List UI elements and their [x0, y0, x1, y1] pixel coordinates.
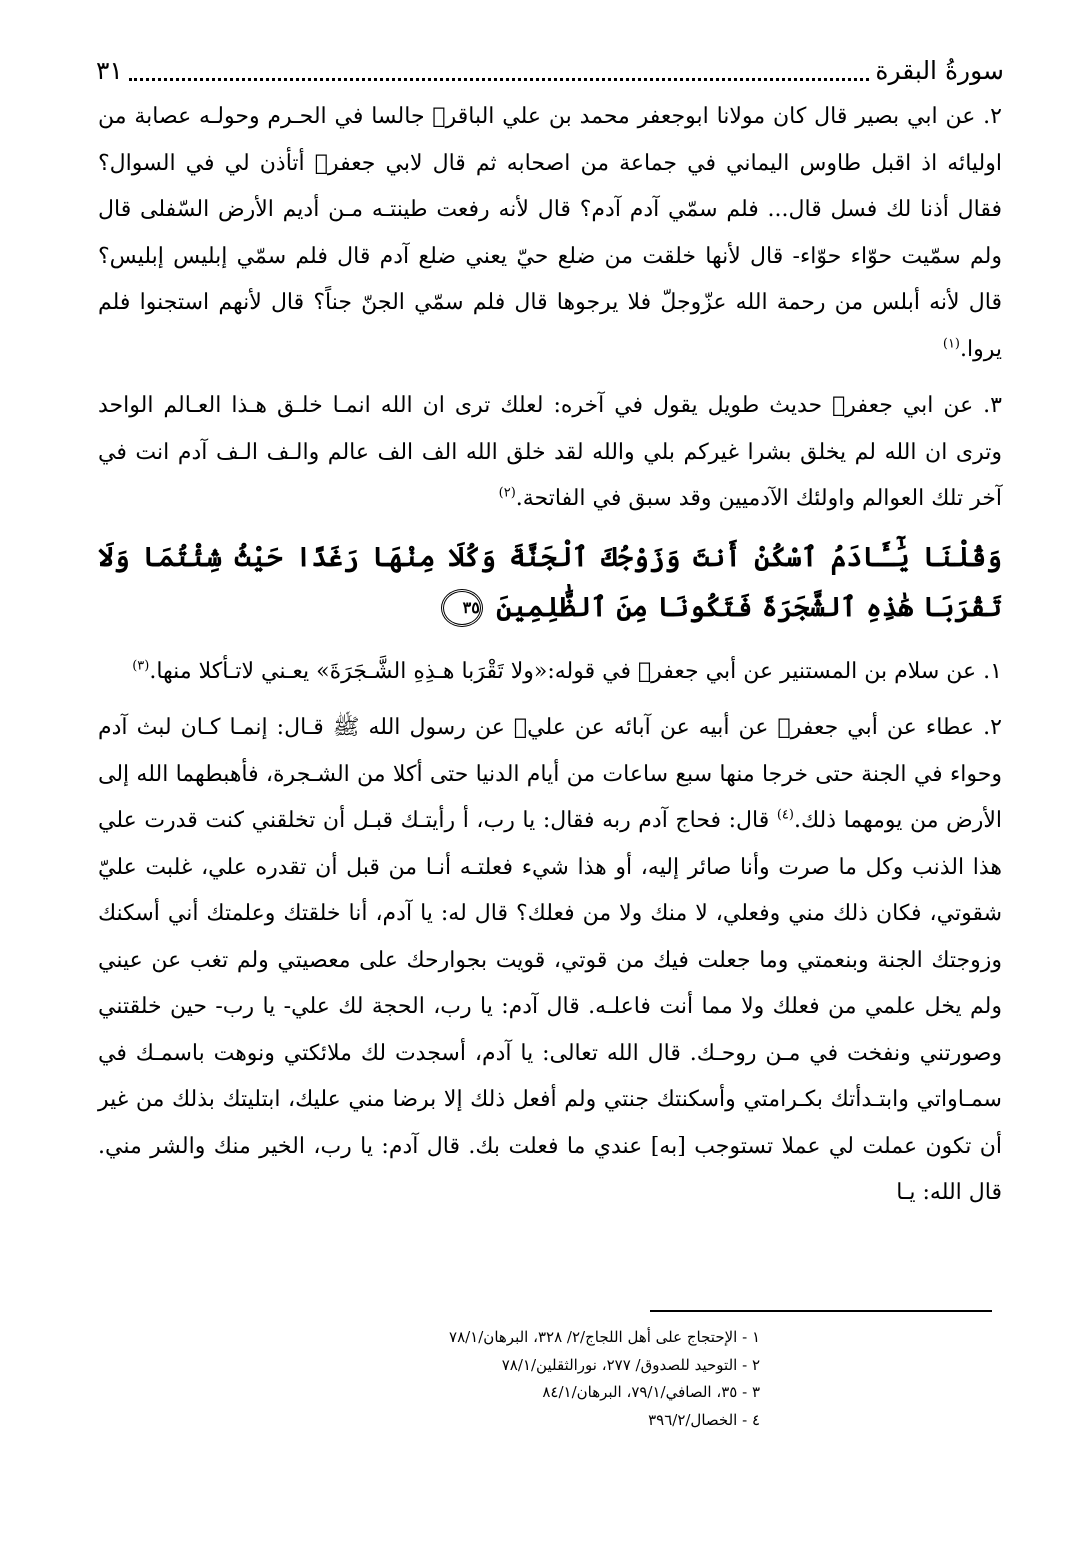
footnote-ref: (٣)	[132, 658, 150, 674]
footnote-ref: (٢)	[498, 485, 516, 501]
footnote-item: ٢ - التوحيد للصدوق/ ٢٧٧، نورالثقلين/٧٨/١	[501, 1355, 760, 1374]
footnote-item: ٤ - الخصال/٣٩٦/٢	[648, 1410, 760, 1429]
footnote-ref: (٤)	[776, 807, 794, 823]
surah-title: سورةُ البقرة	[875, 56, 1004, 85]
footnote-item: ١ - الإحتجاج على أهل اللجاج/٢/ ٣٢٨، البرهان/٧٨/١	[449, 1328, 760, 1346]
hadith-paragraph: ٢. عن ابي بصير قال كان مولانا ابوجعفر محمد بن علي الباقر﷣ جالسا في الحـرم وحولـه عصابة من اوليائه اذ اقبل طاوس اليماني في جماعة من اصحابه ثم قال لابي جعفر﷣ أتأذن لي في السوال؟ فقال أذنا لك فسل قال... فلم سمّي آدم آدم؟ قال لأنه رفعت طينتـه مـن أديم الأرض السّفلى قال ولم سمّيت حوّاء حوّاء- قال لأنها خلقت من ضلع حيّ يعني ضلع آدم قال فلم سمّي إبليس إبليس؟ قال لأنه أبلس من رحمة الله عزّوجلّ فلا يرجوها قال فلم سمّي الجنّ جناً؟ قال لأنهم استجنوا فلم يروا.$^{(١)}$	[98, 104, 1003, 362]
footnote-ref: (١)	[942, 336, 960, 352]
footnotes	[260, 1324, 760, 1434]
hadith-paragraph: ٣. عن ابي جعفر﷣ حديث طويل يقول في آخره: لعلك ترى ان الله انمـا خلـق هـذا العـالم الواحد وترى ان الله لم يخلق بشرا غيركم بلي والله لقد خلق الله الف الف عالم والـف الـف آدم انت في آخر تلك العوالم واولئك الآدميين وقد سبق في الفاتحة.$^{(٢)}$	[98, 393, 1002, 511]
page-header	[96, 52, 1004, 90]
header-dot-leader	[129, 78, 870, 81]
page-number: ٣١	[96, 56, 123, 85]
footnote-divider	[650, 1310, 992, 1312]
footnote-item: ٣ - ٣٥، الصافي/٧٩/١، البرهان/٨٤/١	[542, 1383, 760, 1401]
hadith-paragraph: ١. عن سلام بن المستنير عن أبي جعفر﷣ في قوله:«ولا تَقْرَبا هـذِهِ الشَّـجَرَةَ» يعـني لاتـأكلا منها.$^{(٣)}$	[132, 658, 1002, 684]
ayah-number-marker: ٣٥	[441, 589, 483, 627]
main-text	[98, 94, 1002, 1227]
hadith-paragraph: ٢. عطاء عن أبي جعفر﷣ عن أبيه عن آبائه عن علي﷣ عن رسول الله ﷺ قـال: إنمـا كـان لبث آدم وحواء في الجنة حتى خرجا منها سبع ساعات من أيام الدنيا حتى أكلا من الشـجرة، فأهبطهما الله إلى الأرض من يومهما ذلك.$^{(٤)}$ قال: فحاج آدم ربه فقال: يا رب، أ رأيتـك قبـل أن تخلقني كنت قدرت علي هذا الذنب وكل ما صرت وأنا صائر إليه، أو هذا شيء فعلتـه أنـا من قبل أن تقدره علي، غلبت عليّ شقوتي، فكان ذلك مني وفعلي، لا منك ولا من فعلك؟ قال له: يا آدم، أنا خلقتك وعلمتك أني أسكنك وزوجتك الجنة وبنعمتي وما جعلت فيك من قوتي، قويت بجوارحك على معصيتي ولم تغب عن عيني ولم يخل علمي من فعلك ولا مما أنت فاعلـه. قال آدم: يا رب، الحجة لك علي- يا رب- حين خلقتني وصورتني ونفخت في مـن روحـك. قال الله تعالى: يا آدم، أسجدت لك ملائكتي ونوهت باسمـك في سمـاواتي وابتـدأتك بكـرامتي وأسكنتك جنتي ولم أفعل ذلك إلا برضا مني عليك، ابتليتك بذلك من غير أن تكون عملت لي عملا تستوجب [به] عندي ما فعلت بك. قال آدم: يا رب، الخير منك والشر مني. قال الله: يـا	[98, 715, 1002, 1205]
quran-verse: وَقُلْنَا يَٰٓـَٔادَمُ ٱسْكُنْ أَنتَ وَزَوْجُكَ ٱلْجَنَّةَ وَكُلَا مِنْهَا رَغَدًا حَيْثُ شِئْتُمَا وَلَا تَقْرَبَا هَٰذِهِ ٱلشَّجَرَةَ فَتَكُونَا مِنَ ٱلظَّٰلِمِينَ ٣٥	[98, 533, 1002, 633]
